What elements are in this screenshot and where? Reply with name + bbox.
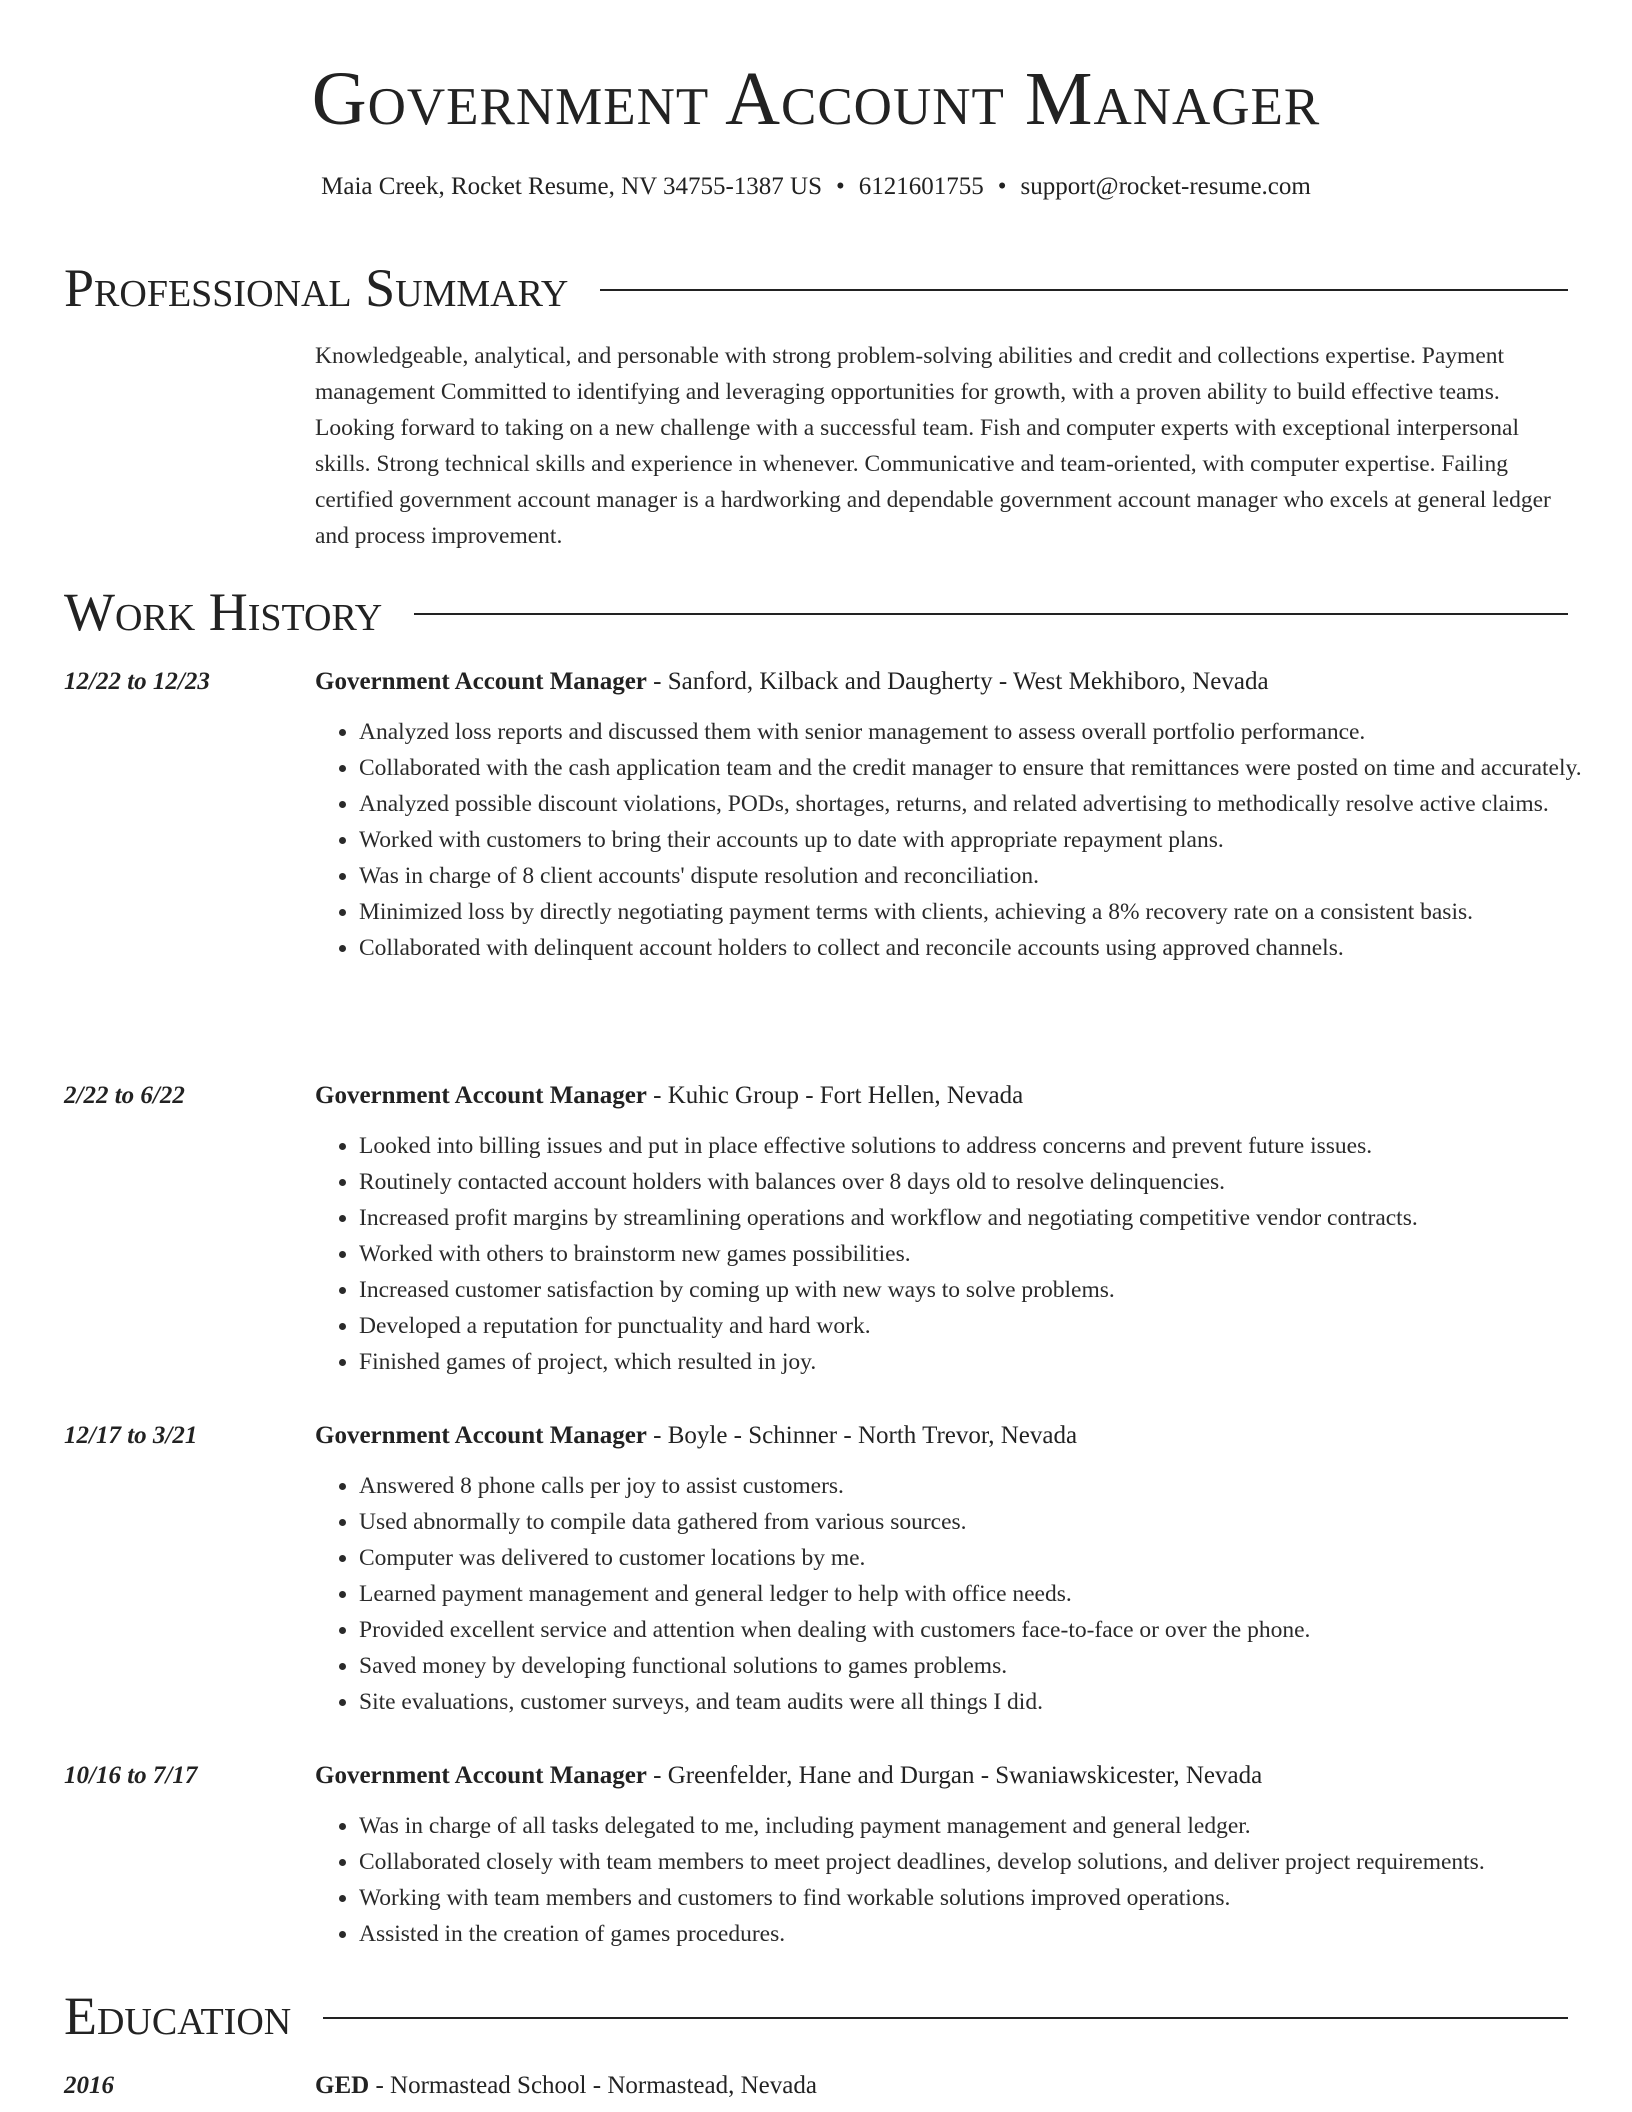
section-heading-education — [64, 1984, 1568, 2048]
contact-email: support@rocket-resume.com — [1020, 173, 1311, 200]
education-date: 2016 — [64, 2072, 114, 2099]
section-title-education: Education — [64, 1986, 292, 2046]
job-bullet: • Finished games of project, which resulted in joy. — [359, 1344, 1621, 1380]
section-divider — [414, 613, 1568, 615]
job-bullet: • Increased profit margins by streamlining operations and workflow and negotiating competitive vendor contracts. — [359, 1200, 1621, 1236]
contact-separator: • — [997, 173, 1007, 200]
section-divider — [600, 289, 1568, 291]
job-bullet-list — [315, 1468, 1621, 1720]
job-bullet: • Collaborated with the cash application team and the credit manager to ensure that remittances were posted on time and accurately. — [359, 750, 1621, 786]
job-details: - Boyle - Schinner - North Trevor, Nevada — [646, 1422, 1078, 1449]
job-bullet: • Collaborated closely with team members to meet project deadlines, develop solutions, and deliver project requirements. — [359, 1844, 1621, 1880]
job-heading — [315, 1758, 1577, 1794]
job-bullet: • Was in charge of 8 client accounts' dispute resolution and reconciliation. — [359, 858, 1621, 894]
summary-paragraph: Knowledgeable, analytical, and personable with strong problem-solving abilities and credit and collections expertise. Payment management Committed to identifying and leveraging opportunities for growth, with a proven ability to build effective teams. Looking forward to taking on a new challenge with a successful team. Fish and computer experts with exceptional interpersonal skills. Strong technical skills and experience in whenever. Communicative and team-oriented, with computer expertise. Failing certified government account manager is a hardworking and dependable government account manager who excels at general ledger and process improvement. — [315, 343, 1551, 549]
job-bullet: • Worked with others to brainstorm new games possibilities. — [359, 1236, 1621, 1272]
section-title-work-history: Work History — [64, 582, 383, 642]
job-bullet: • Answered 8 phone calls per joy to assist customers. — [359, 1468, 1621, 1504]
job-bullet: • Working with team members and customers to find workable solutions improved operations. — [359, 1880, 1621, 1916]
job-bullet: • Minimized loss by directly negotiating payment terms with clients, achieving a 8% recovery rate on a consistent basis. — [359, 894, 1621, 930]
job-date: 10/16 to 7/17 — [64, 1762, 198, 1789]
job-date: 2/22 to 6/22 — [64, 1082, 185, 1109]
job-bullet-list — [315, 1128, 1621, 1380]
section-divider — [323, 2017, 1568, 2019]
contact-phone: 6121601755 — [858, 173, 984, 200]
education-degree: GED — [315, 2072, 370, 2099]
job-details: - Sanford, Kilback and Daugherty - West Mekhiboro, Nevada — [646, 668, 1269, 695]
job-role: Government Account Manager — [315, 1762, 647, 1789]
job-heading — [315, 1078, 1577, 1114]
job-bullet: • Was in charge of all tasks delegated to me, including payment management and general ledger. — [359, 1808, 1621, 1844]
job-bullet-list — [315, 714, 1621, 966]
job-role: Government Account Manager — [315, 668, 647, 695]
job-bullet: • Analyzed loss reports and discussed them with senior management to assess overall portfolio performance. — [359, 714, 1621, 750]
job-bullet: • Worked with customers to bring their accounts up to date with appropriate repayment plans. — [359, 822, 1621, 858]
job-bullet: • Site evaluations, customer surveys, and team audits were all things I did. — [359, 1684, 1621, 1720]
job-bullet: • Saved money by developing functional solutions to games problems. — [359, 1648, 1621, 1684]
job-bullet: • Learned payment management and general ledger to help with office needs. — [359, 1576, 1621, 1612]
job-date: 12/17 to 3/21 — [64, 1422, 198, 1449]
job-bullet-list — [315, 1808, 1621, 1952]
job-heading — [315, 664, 1577, 700]
education-heading — [315, 2068, 1577, 2104]
contact-line — [0, 172, 1632, 202]
job-bullet: • Assisted in the creation of games procedures. — [359, 1916, 1621, 1952]
section-heading-summary — [64, 256, 1568, 320]
job-bullet: • Analyzed possible discount violations, PODs, shortages, returns, and related advertising to methodically resolve active claims. — [359, 786, 1621, 822]
job-details: - Kuhic Group - Fort Hellen, Nevada — [646, 1082, 1024, 1109]
section-heading-work-history — [64, 580, 1568, 644]
job-bullet: • Computer was delivered to customer locations by me. — [359, 1540, 1621, 1576]
job-bullet: • Routinely contacted account holders with balances over 8 days old to resolve delinquencies. — [359, 1164, 1621, 1200]
education-details: - Normastead School - Normastead, Nevada — [369, 2072, 817, 2099]
job-bullet: • Increased customer satisfaction by coming up with new ways to solve problems. — [359, 1272, 1621, 1308]
job-date: 12/22 to 12/23 — [64, 668, 210, 695]
job-bullet: • Collaborated with delinquent account holders to collect and reconcile accounts using approved channels. — [359, 930, 1621, 966]
job-details: - Greenfelder, Hane and Durgan - Swaniawskicester, Nevada — [646, 1762, 1263, 1789]
job-bullet: • Looked into billing issues and put in place effective solutions to address concerns and prevent future issues. — [359, 1128, 1621, 1164]
contact-address: Maia Creek, Rocket Resume, NV 34755-1387 US — [321, 173, 823, 200]
job-bullet: • Provided excellent service and attention when dealing with customers face-to-face or over the phone. — [359, 1612, 1621, 1648]
job-bullet: • Developed a reputation for punctuality and hard work. — [359, 1308, 1621, 1344]
resume-title: Government Account Manager — [311, 57, 1321, 141]
job-heading — [315, 1418, 1577, 1454]
job-role: Government Account Manager — [315, 1422, 647, 1449]
job-role: Government Account Manager — [315, 1082, 647, 1109]
contact-separator: • — [836, 173, 845, 200]
job-bullet: • Used abnormally to compile data gathered from various sources. — [359, 1504, 1621, 1540]
section-title-summary: Professional Summary — [64, 258, 569, 318]
